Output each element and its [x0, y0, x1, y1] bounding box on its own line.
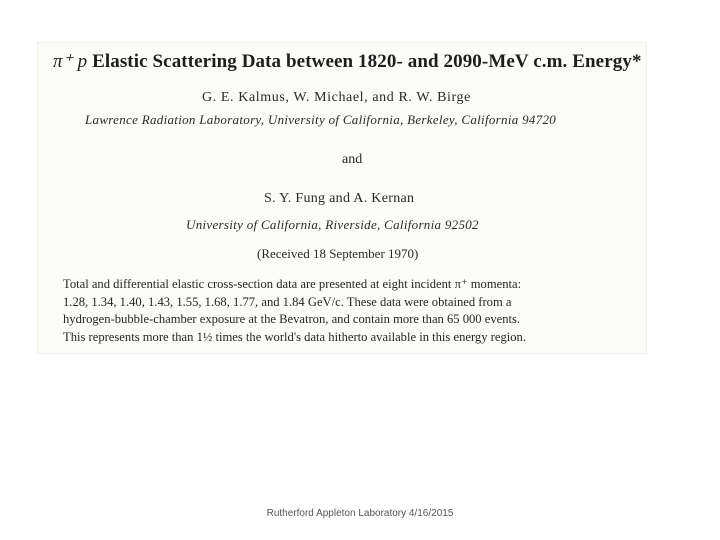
title-symbol: π⁺ p	[53, 51, 88, 72]
abstract-line: hydrogen-bubble-chamber exposure at the Bevatron, and contain more than 65 000 events.	[63, 312, 521, 326]
abstract-line: This represents more than 1½ times the world's data hitherto available in this energy region.	[63, 329, 526, 344]
author-list-2: S. Y. Fung and A. Kernan	[264, 191, 415, 206]
abstract-line: 1.28, 1.34, 1.40, 1.43, 1.55, 1.68, 1.77, and 1.84 GeV/c. These data were obtained from a	[63, 294, 512, 309]
affiliation-2: University of California, Riverside, California 92502	[186, 217, 479, 232]
author-conjunction: and	[342, 152, 363, 167]
slide-footer: Rutherford Appleton Laboratory 4/16/2015	[266, 508, 454, 519]
paper-excerpt-image	[37, 42, 647, 354]
received-date: (Received 18 September 1970)	[257, 246, 419, 261]
affiliation: Lawrence Radiation Laboratory, University of California, Berkeley, California 94720	[85, 112, 557, 127]
abstract	[63, 276, 643, 346]
author-list: G. E. Kalmus, W. Michael, and R. W. Birge	[202, 90, 471, 105]
abstract-line: Total and differential elastic cross-section data are presented at eight incident π⁺ momenta:	[63, 277, 522, 291]
paper-title	[53, 50, 642, 73]
title-text: Elastic Scattering Data between 1820- and 2090-MeV c.m. Energy*	[92, 51, 642, 72]
